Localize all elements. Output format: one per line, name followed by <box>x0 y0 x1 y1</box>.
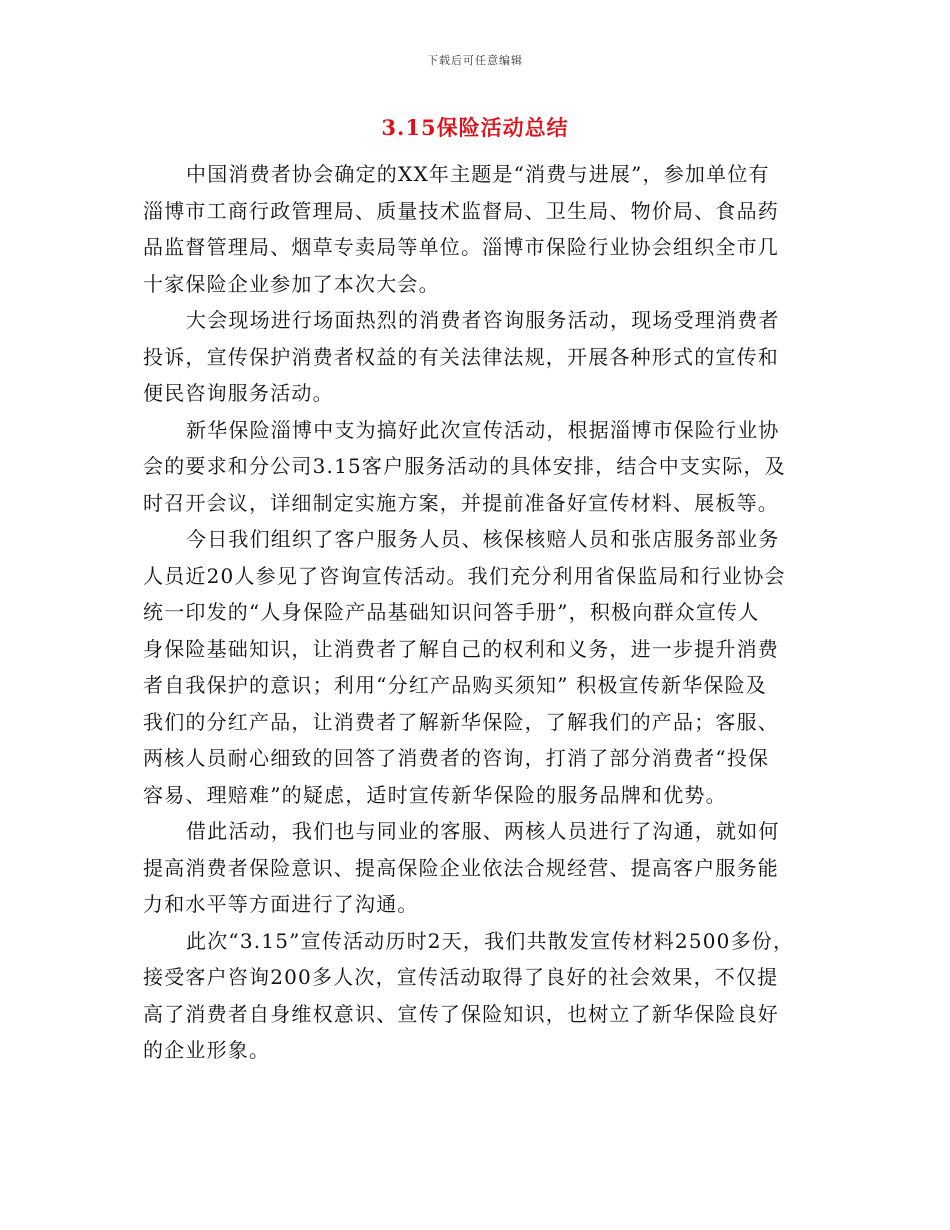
paragraph-2 <box>143 302 823 412</box>
paragraph-line: 时召开会议，详细制定实施方案，并提前准备好宣传材料、展板等。 <box>143 490 779 515</box>
paragraph-line: 便民咨询服务活动。 <box>143 381 334 405</box>
paragraph-line: 两核人员耐心细致的回答了消费者的咨询，打消了部分消费者“投保 <box>143 746 770 770</box>
paragraph-line: 中国消费者协会确定的XX年主题是“消费与进展”，参加单位有 <box>186 162 770 186</box>
paragraph-4 <box>143 521 823 813</box>
paragraph-line: 借此活动，我们也与同业的客服、两核人员进行了沟通，就如何 <box>186 819 780 843</box>
paragraph-line: 高了消费者自身维权意识、宣传了保险知识，也树立了新华保险良好 <box>143 1001 779 1026</box>
paragraph-1 <box>143 156 823 302</box>
paragraph-line: 身保险基础知识，让消费者了解自己的权利和义务，进一步提升消费 <box>143 636 779 661</box>
paragraph-line: 新华保险淄博中支为搞好此次宣传活动，根据淄博市保险行业协 <box>186 417 780 442</box>
paragraph-line: 提高消费者保险意识、提高保险企业依法合规经营、提高客户服务能 <box>143 855 779 880</box>
paragraph-line: 品监督管理局、烟草专卖局等单位。淄博市保险行业协会组织全市几 <box>143 235 779 259</box>
paragraph-line: 大会现场进行场面热烈的消费者咨询服务活动，现场受理消费者 <box>186 308 780 332</box>
document-title: 3.15保险活动总结 <box>381 115 569 140</box>
paragraph-line: 接受客户咨询200多人次，宣传活动取得了良好的社会效果，不仅提 <box>143 965 779 989</box>
paragraph-line: 十家保险企业参加了本次大会。 <box>143 271 440 296</box>
paragraph-line: 投诉，宣传保护消费者权益的有关法律法规，开展各种形式的宣传和 <box>143 344 779 369</box>
paragraph-line: 今日我们组织了客户服务人员、核保核赔人员和张店服务部业务 <box>186 527 780 551</box>
paragraph-line: 统一印发的“人身保险产品基础知识问答手册”，积极向群众宣传人 <box>143 600 760 624</box>
paragraph-line: 我们的分红产品，让消费者了解新华保险，了解我们的产品；客服、 <box>143 709 779 734</box>
header-note: 下载后可任意编辑 <box>427 54 523 67</box>
document-body <box>143 156 823 1069</box>
paragraph-line: 人员近20人参见了咨询宣传活动。我们充分利用省保监局和行业协会 <box>143 563 786 588</box>
paragraph-5 <box>143 813 823 923</box>
paragraph-3 <box>143 412 823 522</box>
paragraph-line: 此次“3.15”宣传活动历时2天，我们共散发宣传材料2500多份， <box>186 928 795 953</box>
paragraph-line: 者自我保护的意识；利用“分红产品购买须知” 积极宣传新华保险及 <box>143 673 768 697</box>
paragraph-line: 会的要求和分公司3.15客户服务活动的具体安排，结合中支实际，及 <box>143 454 786 478</box>
paragraph-line: 的企业形象。 <box>143 1038 271 1062</box>
paragraph-line: 容易、理赔难”的疑虑，适时宣传新华保险的服务品牌和优势。 <box>143 782 727 807</box>
paragraph-6 <box>143 923 823 1069</box>
paragraph-line: 淄博市工商行政管理局、质量技术监督局、卫生局、物价局、食品药 <box>143 198 779 223</box>
paragraph-line: 力和水平等方面进行了沟通。 <box>143 892 419 916</box>
